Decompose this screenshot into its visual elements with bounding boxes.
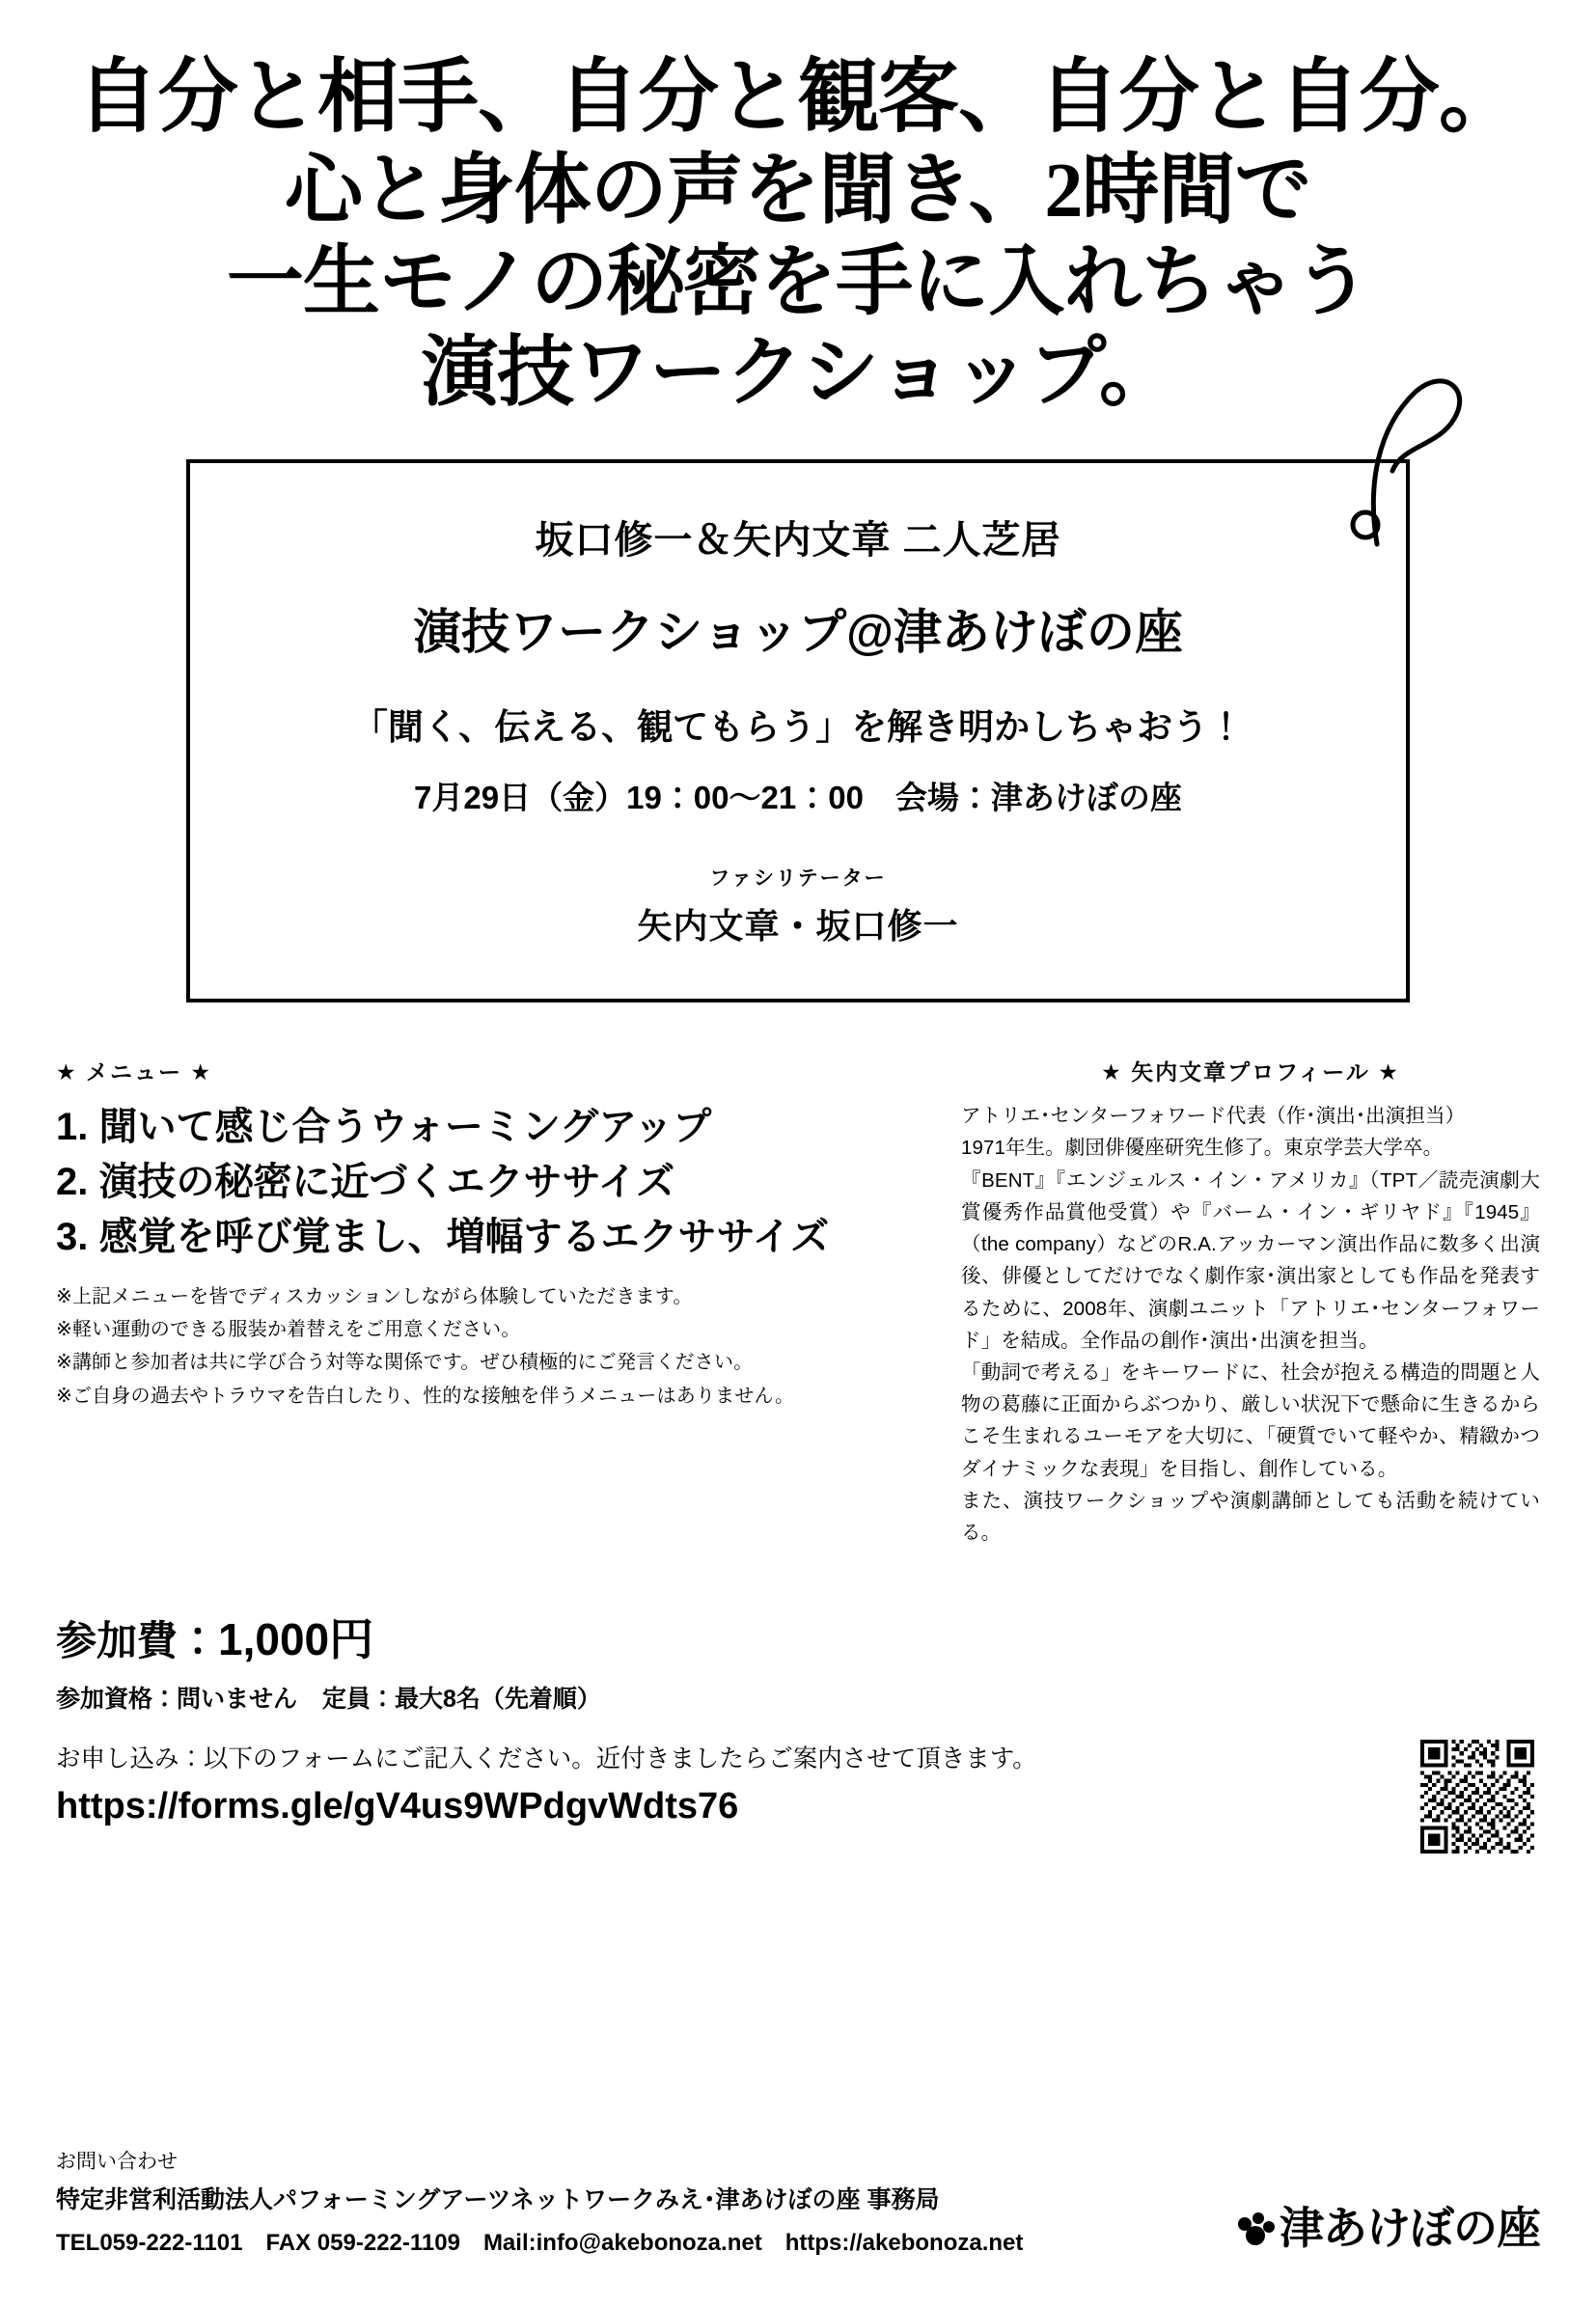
- note-item: ※軽い運動のできる服装か着替えをご用意ください。: [56, 1319, 521, 1341]
- menu-section: [56, 1055, 929, 1413]
- apply-text: [56, 1740, 1420, 1827]
- menu-item: 2. 演技の秘密に近づくエクササイズ: [56, 1161, 675, 1204]
- profile-paragraph: また、演技ワークショップや演劇講師としても活動を続けている。: [961, 1489, 1540, 1544]
- exclamation-doodle-icon: [1309, 371, 1473, 554]
- footer: [56, 2146, 1540, 2257]
- profile-paragraph: アトリエ･センターフォワード代表（作･演出･出演担当）: [961, 1105, 1466, 1128]
- headline-line-2: 心と身体の声を聞き、2時間で: [285, 149, 1311, 234]
- workshop-title: 演技ワークショップ@津あけぼの座: [413, 605, 1183, 660]
- poster-page: [0, 50, 1596, 2307]
- organization-name: 特定非営利活動法人パフォーミングアーツネットワークみえ･津あけぼの座 事務局: [56, 2186, 940, 2213]
- note-item: ※ご自身の過去やトラウマを告白したり、性的な接触を伴うメニューはありません。: [56, 1385, 795, 1407]
- profile-section: [961, 1055, 1540, 1549]
- apply-lead: お申し込み：以下のフォームにご記入ください。近付きましたらご案内させて頂きます。: [56, 1745, 1037, 1773]
- contact-label: お問い合わせ: [56, 2151, 178, 2173]
- note-item: ※講師と参加者は共に学び合う対等な関係です。ぜひ積極的にご発言ください。: [56, 1352, 754, 1374]
- menu-item: 1. 聞いて感じ合うウォーミングアップ: [56, 1106, 712, 1149]
- tagline: 「聞く、伝える、観てもらう」を解き明かしちゃおう！: [351, 707, 1245, 748]
- menu-heading: ★ メニュー ★: [56, 1059, 213, 1085]
- logo-mark-icon: [1233, 2209, 1278, 2253]
- profile-heading: ★ 矢内文章プロフィール ★: [1101, 1059, 1400, 1085]
- content-columns: [0, 1055, 1596, 1549]
- capacity: 定員：最大8名（先着順）: [322, 1686, 601, 1714]
- event-box-wrapper: [186, 459, 1410, 1002]
- headline-line-1: 自分と相手、自分と観客、自分と自分。: [76, 53, 1519, 143]
- footer-contact: [56, 2146, 1023, 2257]
- datetime-venue: 7月29日（金）19：00〜21：00 会場：津あけぼの座: [414, 780, 1182, 816]
- menu-notes: [56, 1280, 929, 1414]
- profile-paragraph: 「動詞で考える」をキーワードに、社会が抱える構造的問題と人物の葛藤に正面からぶつかり、厳しい状況下で懸命に生きるからこそ生まれるユーモアを大切に、「硬質でいて軽やか、精緻かつダイナミックな表現」を目指し、創作している。: [961, 1360, 1540, 1480]
- note-item: ※上記メニューを皆でディスカッションしながら体験していただきます。: [56, 1285, 693, 1307]
- profile-paragraph: 『BENT』『エンジェルス・イン・アメリカ』（TPT／読売演劇大賞優秀作品賞他受賞）や『バーム・イン・ギリヤド』『1945』（the company）などのR.A.アッカーマン演出作品に数多く出演後、俳優としてだけでなく劇作家･演出家としても作品を発表するために、2008年、演劇ユニット「アトリエ･センターフォワード」を結成。全作品の創作･演出･出演を担当。: [961, 1168, 1540, 1352]
- apply-url[interactable]: https://forms.gle/gV4us9WPdgvWdts76: [56, 1786, 739, 1827]
- event-box: [186, 459, 1410, 1002]
- headline-line-3: 一生モノの秘密を手に入れちゃう: [226, 239, 1370, 325]
- page-title: [0, 50, 1596, 419]
- logo-text: 津あけぼの座: [1280, 2203, 1540, 2253]
- presenters: 坂口修一＆矢内文章 二人芝居: [535, 519, 1061, 563]
- facilitator-names: 矢内文章・坂口修一: [637, 906, 959, 947]
- akebonoza-logo: [1233, 2193, 1540, 2257]
- fee-label: 参加費：: [56, 1618, 219, 1664]
- profile-body: [961, 1100, 1540, 1549]
- headline-line-4: 演技ワークショップ。: [421, 330, 1175, 416]
- fee-amount: 1,000円: [218, 1614, 374, 1665]
- profile-paragraph: 1971年生。劇団俳優座研究生修了。東京学芸大学卒。: [961, 1137, 1444, 1160]
- facilitator-label: ファシリテーター: [709, 867, 887, 891]
- menu-item: 3. 感覚を呼び覚まし、増幅するエクササイズ: [56, 1215, 830, 1258]
- fee-section: [0, 1605, 1596, 1854]
- apply-row: [56, 1740, 1540, 1854]
- qr-code-icon[interactable]: [1420, 1740, 1534, 1854]
- qualification: 参加資格：問いません: [56, 1686, 298, 1714]
- fee-line: [56, 1605, 1540, 1668]
- contact-details: TEL059-222-1101 FAX 059-222-1109 Mail:info@akebonoza.net https://akebonoza.net: [56, 2230, 1024, 2256]
- qualification-line: [56, 1680, 1540, 1715]
